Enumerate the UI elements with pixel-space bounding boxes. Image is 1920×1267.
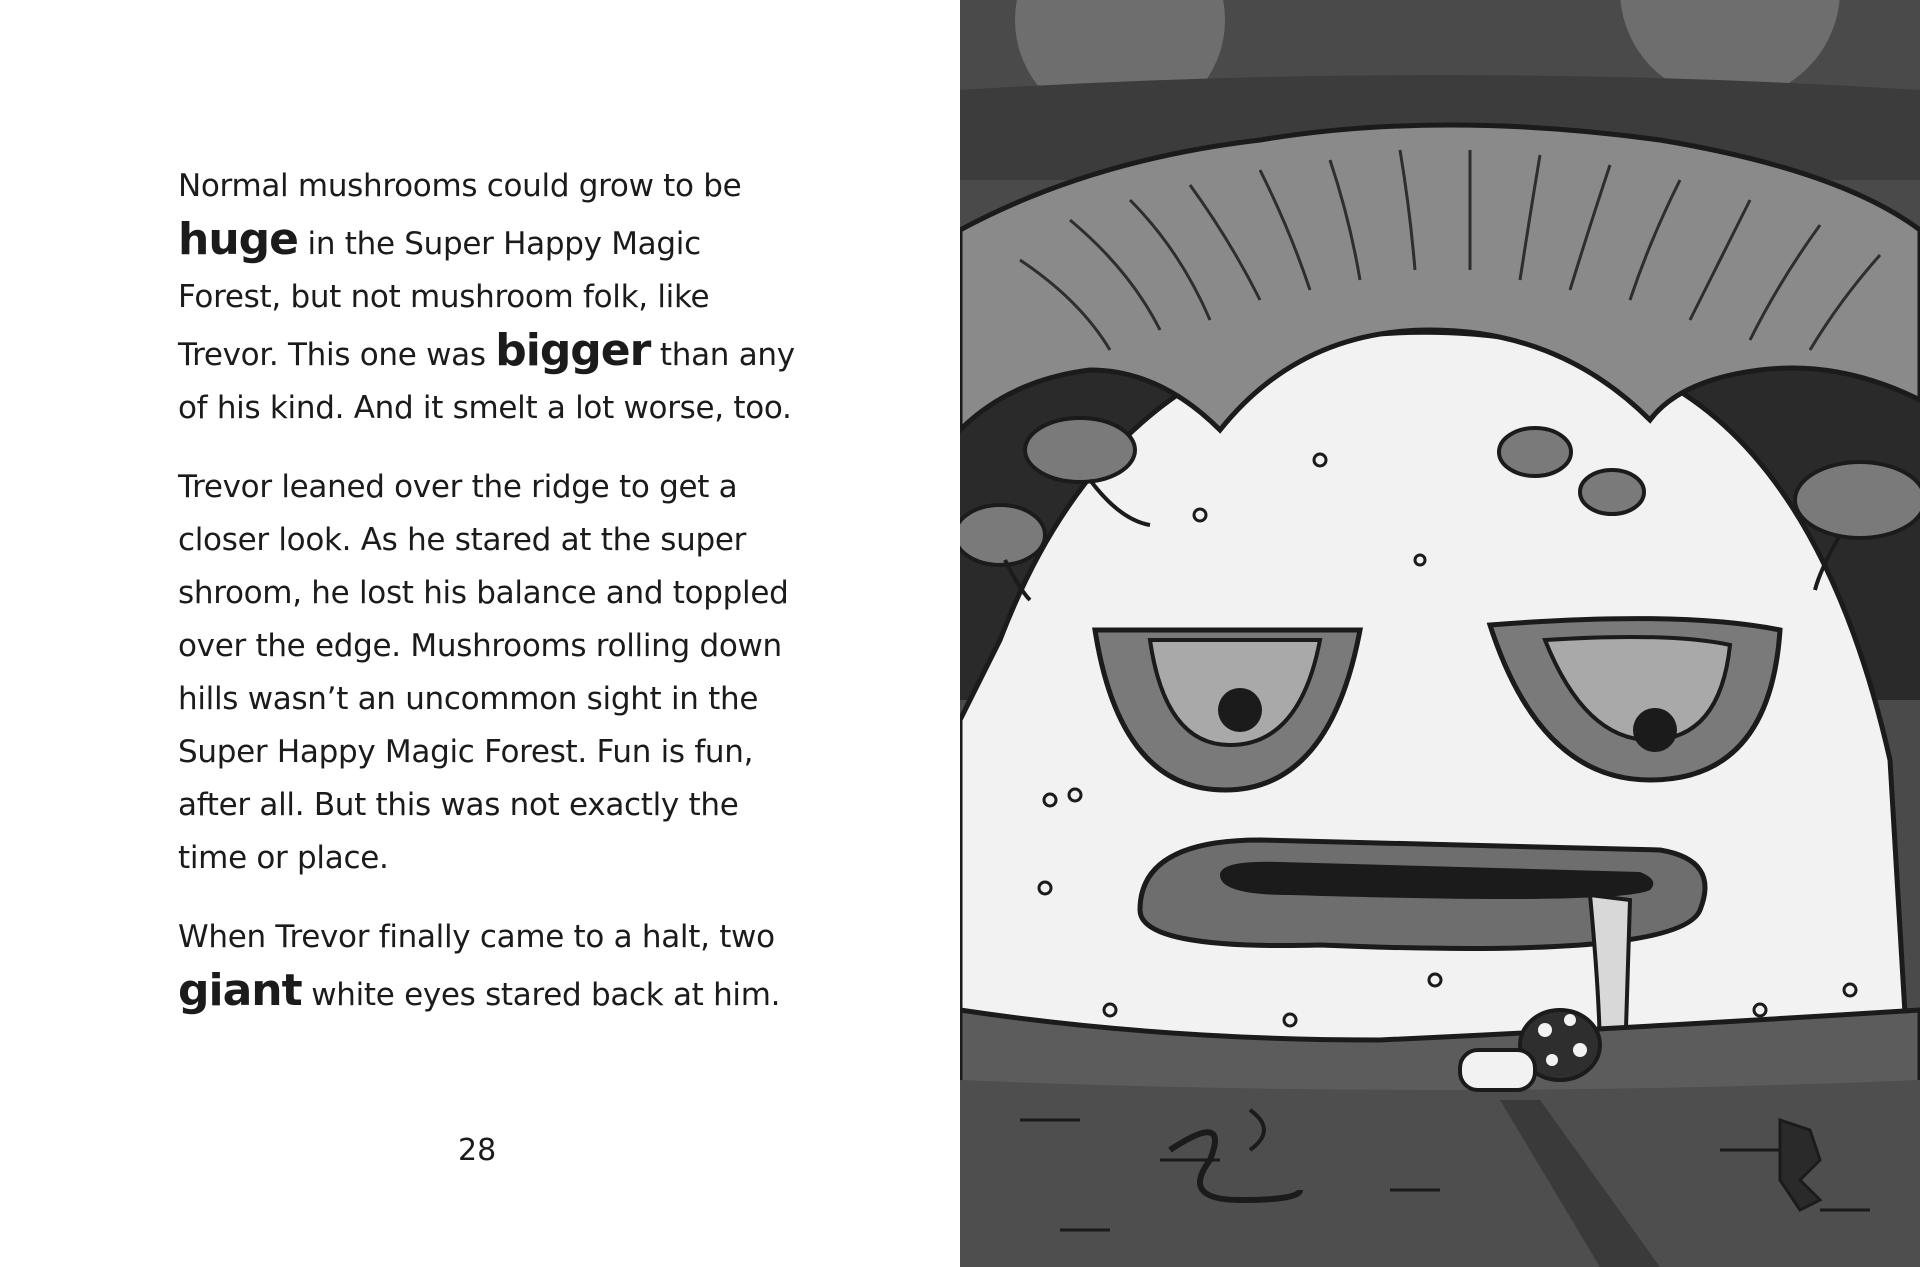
paragraph-3 — [178, 911, 798, 1022]
text-segment: than any of his kind. And it smelt a lot worse, too. — [178, 337, 795, 426]
story-text — [178, 160, 798, 1048]
text-segment: When Trevor finally came to a halt, two — [178, 919, 775, 955]
emphasis-word-huge: huge — [178, 214, 298, 265]
text-segment: white eyes stared back at him. — [301, 977, 781, 1013]
emphasis-word-bigger: bigger — [495, 325, 651, 376]
giant-mushroom-illustration — [960, 0, 1920, 1267]
text-segment: Trevor leaned over the ridge to get a closer look. As he stared at the super shroom, he lost his balance and toppled over the edge. Mushrooms rolling down hills wasn’t an uncommon sight in the Super Happy Magic Forest. Fun is fun, after all. But this was not exactly the time or place. — [178, 469, 789, 876]
text-segment: Normal mushrooms could grow to be — [178, 168, 742, 204]
paragraph-1 — [178, 160, 798, 435]
page-number: 28 — [458, 1133, 497, 1168]
illustration-svg — [960, 0, 1920, 1267]
paragraph-2 — [178, 461, 798, 885]
ground-lower — [960, 1080, 1920, 1267]
emphasis-word-giant: giant — [178, 965, 302, 1016]
text-segment: in the Super Happy Magic Forest, but not mushroom folk, like Trevor. This one was — [178, 226, 710, 373]
